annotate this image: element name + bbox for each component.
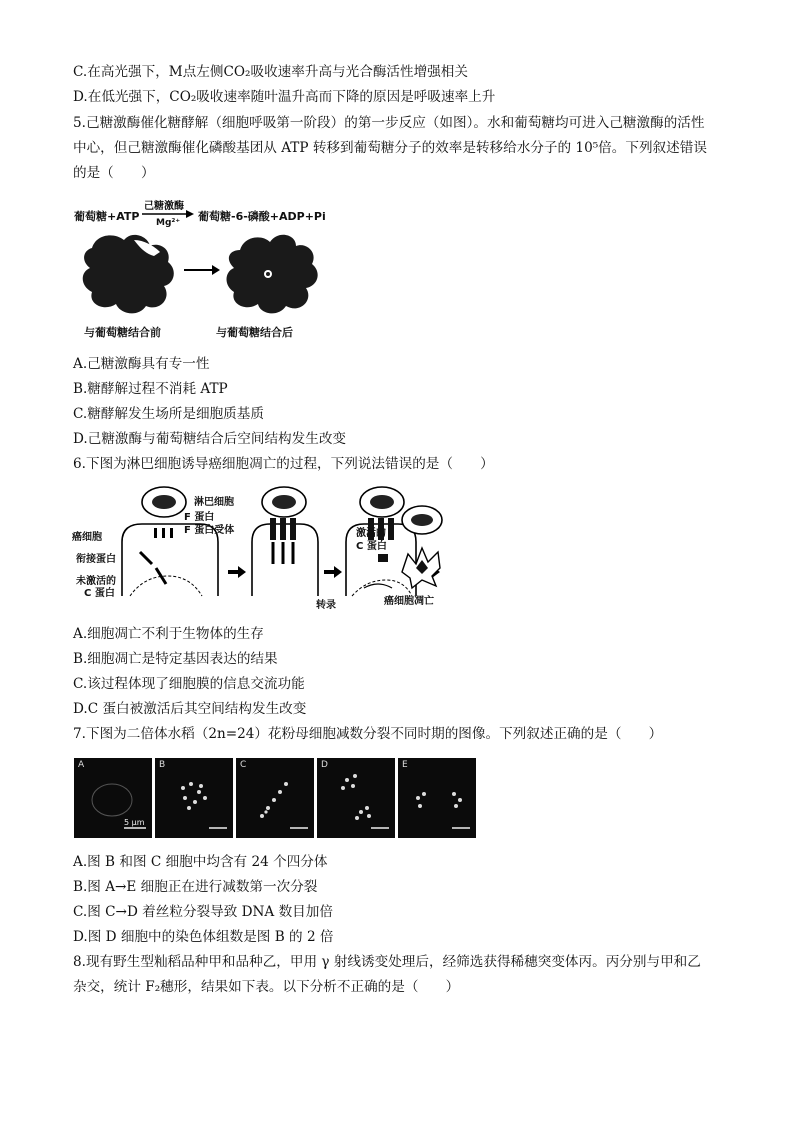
reaction-products: 葡萄糖-6-磷酸+ADP+Pi xyxy=(198,210,326,223)
label-f-receptor: F 蛋白受体 xyxy=(184,525,235,536)
label-apoptosis: 癌细胞凋亡 xyxy=(384,596,434,607)
micrograph-b xyxy=(155,758,233,838)
meiosis-micrographs xyxy=(74,758,476,838)
panel-label-a: A xyxy=(78,760,85,770)
label-f-protein: F 蛋白 xyxy=(184,512,215,523)
label-transcription: 转录 xyxy=(316,600,336,611)
apoptotic-cell-icon xyxy=(392,502,452,592)
q5-stem-line3: 的是（ ） xyxy=(73,165,155,181)
q4-option-c: C.在高光强下，M点左侧CO₂吸收速率升高与光合酶活性增强相关 xyxy=(73,64,468,80)
q5-option-b: B.糖酵解过程不消耗 ATP xyxy=(73,381,228,397)
q8-stem-line2: 杂交，统计 F₂穗形，结果如下表。以下分析不正确的是（ ） xyxy=(73,979,460,995)
q5-option-a: A.己糖激酶具有专一性 xyxy=(73,356,210,372)
reaction-arrow-icon xyxy=(140,209,196,219)
label-inactive-c-line2: C 蛋白 xyxy=(84,588,115,599)
q7-option-c: C.图 C→D 着丝粒分裂导致 DNA 数目加倍 xyxy=(73,904,333,920)
q6-option-b: B.细胞凋亡是特定基因表达的结果 xyxy=(73,651,278,667)
label-before-binding: 与葡萄糖结合前 xyxy=(84,326,161,339)
label-active-c-line2: C 蛋白 xyxy=(356,541,387,552)
q6-stem: 6.下图为淋巴细胞诱导癌细胞凋亡的过程，下列说法错误的是（ ） xyxy=(73,456,494,472)
apoptosis-figure xyxy=(72,484,452,610)
reaction-reactants: 葡萄糖+ATP xyxy=(74,210,140,223)
q7-option-b: B.图 A→E 细胞正在进行减数第一次分裂 xyxy=(73,879,318,895)
label-inactive-c-line1: 未激活的 xyxy=(76,576,116,587)
q5-stem-line1: 5.己糖激酶催化糖酵解（细胞呼吸第一阶段）的第一步反应（如图）。水和葡萄糖均可进入己糖激酶的活性 xyxy=(73,115,705,131)
q6-option-a: A.细胞凋亡不利于生物体的生存 xyxy=(73,626,264,642)
panel-label-e: E xyxy=(402,760,408,770)
scale-bar-label: 5 μm xyxy=(124,818,145,827)
q7-stem: 7.下图为二倍体水稻（2n=24）花粉母细胞减数分裂不同时期的图像。下列叙述正确的是（ ） xyxy=(73,726,663,742)
enzyme-after-shape xyxy=(227,235,318,314)
q7-option-a: A.图 B 和图 C 细胞中均含有 24 个四分体 xyxy=(73,854,328,870)
q8-stem-line1: 8.现有野生型籼稻品种甲和品种乙，甲用 γ 射线诱变处理后，经筛选获得稀穗突变体丙。丙分别与甲和乙 xyxy=(73,954,701,970)
panel-label-d: D xyxy=(321,760,328,770)
label-lymphocyte: 淋巴细胞 xyxy=(194,497,234,508)
q6-option-c: C.该过程体现了细胞膜的信息交流功能 xyxy=(73,676,305,692)
micrograph-c xyxy=(236,758,314,838)
micrograph-d xyxy=(317,758,395,838)
q5-option-d: D.己糖激酶与葡萄糖结合后空间结构发生改变 xyxy=(73,431,347,447)
label-after-binding: 与葡萄糖结合后 xyxy=(216,326,293,339)
panel-label-b: B xyxy=(159,760,166,770)
micrograph-a xyxy=(74,758,152,838)
q4-option-d: D.在低光强下，CO₂吸收速率随叶温升高而下降的原因是呼吸速率上升 xyxy=(73,89,496,105)
micrograph-e xyxy=(398,758,476,838)
enzyme-conformation-diagram xyxy=(74,226,336,320)
label-active-c-line1: 激活的 xyxy=(356,528,386,539)
enzyme-before-shape xyxy=(83,235,174,314)
q6-option-d: D.C 蛋白被激活后其空间结构发生改变 xyxy=(73,701,307,717)
q5-option-c: C.糖酵解发生场所是细胞质基质 xyxy=(73,406,264,422)
reaction-enzyme: 己糖激酶 xyxy=(144,201,184,212)
q7-option-d: D.图 D 细胞中的染色体组数是图 B 的 2 倍 xyxy=(73,929,334,945)
reaction-cofactor: Mg²⁺ xyxy=(156,218,181,228)
panel-label-c: C xyxy=(240,760,247,770)
label-adapter-protein: 衔接蛋白 xyxy=(76,554,116,565)
label-cancer-cell: 癌细胞 xyxy=(72,532,102,543)
q5-stem-line2: 中心，但己糖激酶催化磷酸基团从 ATP 转移到葡萄糖分子的效率是转移给水分子的 10⁵倍。下列叙述错误 xyxy=(73,140,707,156)
hexokinase-figure xyxy=(70,196,340,344)
